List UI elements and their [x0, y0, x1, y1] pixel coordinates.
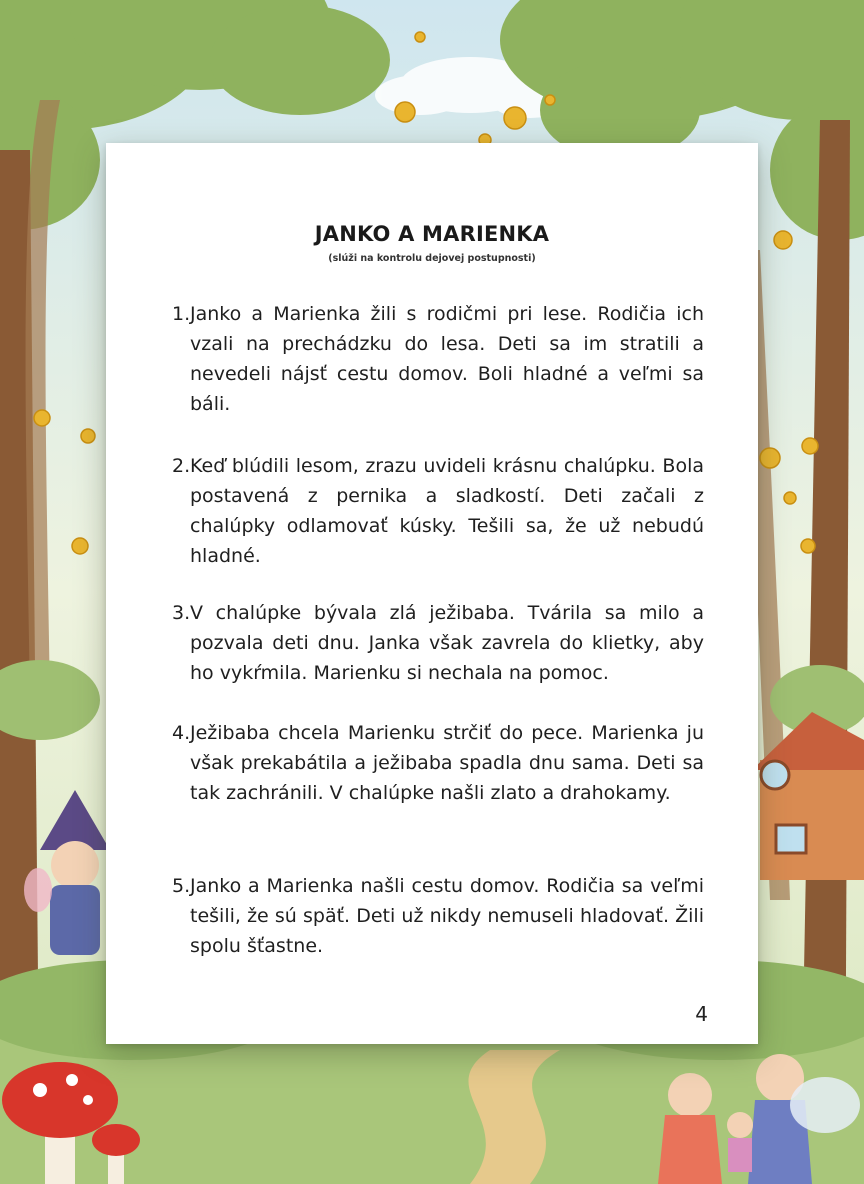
paragraph-1 [172, 299, 704, 419]
paragraph-number: 1. [172, 303, 191, 325]
paragraph-number: 4. [172, 722, 191, 744]
paragraph-text: Janko a Marienka žili s rodičmi pri lese. Rodičia ich vzali na prechádzku do lesa. Deti sa im stratili a nevedeli nájsť cestu domov. Boli hladné a veľmi sa báli. [190, 303, 704, 415]
story-subtitle: (slúži na kontrolu dejovej postupnosti) [328, 253, 536, 264]
paragraph-text: V chalúpke bývala zlá ježibaba. Tvárila sa milo a pozvala deti dnu. Janka však zavrela do klietky, aby ho vykŕmila. Marienku si nechala na pomoc. [190, 602, 704, 684]
paragraph-2 [172, 451, 704, 571]
story-page [106, 143, 758, 1044]
story-title: JANKO A MARIENKA [314, 222, 550, 246]
paragraph-3 [172, 598, 704, 688]
page-number: 4 [695, 1002, 708, 1026]
paragraph-text: Keď blúdili lesom, zrazu uvideli krásnu chalúpku. Bola postavená z pernika a sladkostí. Deti začali z chalúpky odlamovať kúsky. Tešili sa, že už nebudú hladné. [190, 455, 704, 567]
paragraph-text: Janko a Marienka našli cestu domov. Rodičia sa veľmi tešili, že sú späť. Deti už nikdy nemuseli hladovať. Žili spolu šťastne. [190, 875, 704, 957]
paragraph-4 [172, 718, 704, 808]
paragraph-5 [172, 871, 704, 961]
paragraph-number: 5. [172, 875, 191, 897]
paragraph-text: Ježibaba chcela Marienku strčiť do pece. Marienka ju však prekabátila a ježibaba spadla dnu sama. Deti sa tak zachránili. V chalúpke našli zlato a drahokamy. [190, 722, 704, 804]
paragraph-number: 3. [172, 602, 191, 624]
paragraph-number: 2. [172, 455, 191, 477]
